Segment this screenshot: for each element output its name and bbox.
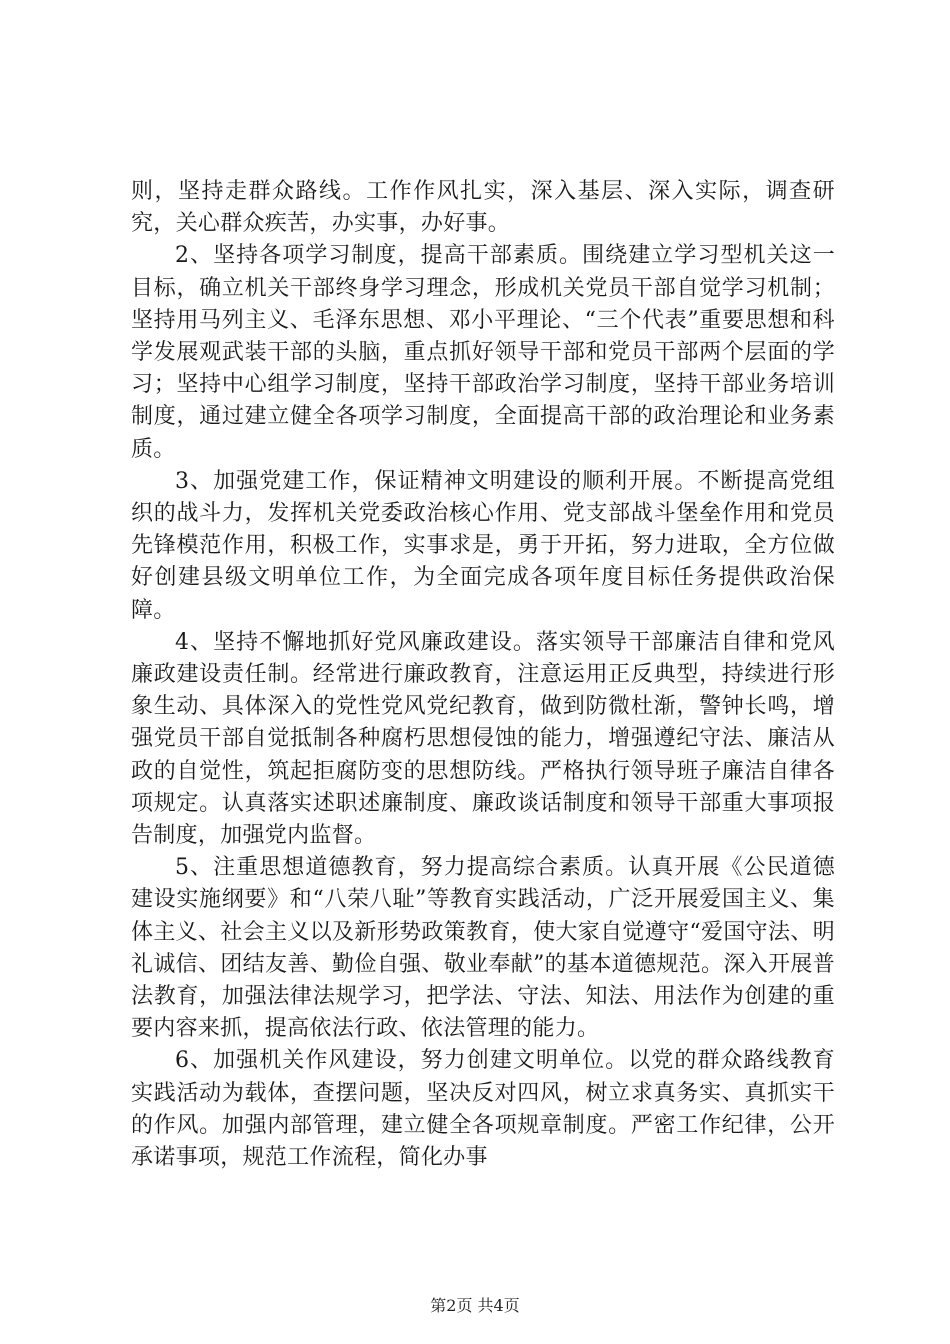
paragraph-item-3: 3、加强党建工作，保证精神文明建设的顺利开展。不断提高党组织的战斗力，发挥机关党委政治核心作用、党支部战斗堡垒作用和党员先锋模范作用，积极工作，实事求是，勇于开拓，努力进取，全方位做好创建县级文明单位工作，为全面完成各项年度目标任务提供政治保障。 [131,468,835,623]
paragraph-item-4: 4、坚持不懈地抓好党风廉政建设。落实领导干部廉洁自律和党风廉政建设责任制。经常进行廉政教育，注意运用正反典型，持续进行形象生动、具体深入的党性党风党纪教育，做到防微杜渐，警钟长鸣，增强党员干部自觉抵制各种腐朽思想侵蚀的能力，增强遵纪守法、廉洁从政的自觉性，筑起拒腐防变的思想防线。严格执行领导班子廉洁自律各项规定。认真落实述职述廉制度、廉政谈话制度和领导干部重大事项报告制度，加强党内监督。 [131,629,835,849]
paragraph-item-6: 6、加强机关作风建设，努力创建文明单位。以党的群众路线教育实践活动为载体，查摆问题，坚决反对四风，树立求真务实、真抓实干的作风。加强内部管理，建立健全各项规章制度。严密工作纪律，公开承诺事项，规范工作流程，简化办事 [131,1048,835,1171]
paragraph-item-2: 2、坚持各项学习制度，提高干部素质。围绕建立学习型机关这一目标，确立机关干部终身学习理念，形成机关党员干部自觉学习机制；坚持用马列主义、毛泽东思想、邓小平理论、“三个代表”重要思想和科学发展观武装干部的头脑，重点抓好领导干部和党员干部两个层面的学习；坚持中心组学习制度，坚持干部政治学习制度，坚持干部业务培训制度，通过建立健全各项学习制度，全面提高干部的政治理论和业务素质。 [131,243,835,462]
paragraph-item-5: 5、注重思想道德教育，努力提高综合素质。认真开展《公民道德建设实施纲要》和“八荣八耻”等教育实践活动，广泛开展爱国主义、集体主义、社会主义以及新形势政策教育，使大家自觉遵守“爱国守法、明礼诚信、团结友善、勤俭自强、敬业奉献”的基本道德规范。深入开展普法教育，加强法律法规学习，把学法、守法、知法、用法作为创建的重要内容来抓，提高依法行政、依法管理的能力。 [131,855,835,1042]
page-number-footer: 第2页 共4页 [430,1296,520,1315]
document-body [131,176,835,1174]
paragraph-continuation: 则，坚持走群众路线。工作作风扎实，深入基层、深入实际，调查研究，关心群众疾苦，办实事，办好事。 [131,179,835,237]
